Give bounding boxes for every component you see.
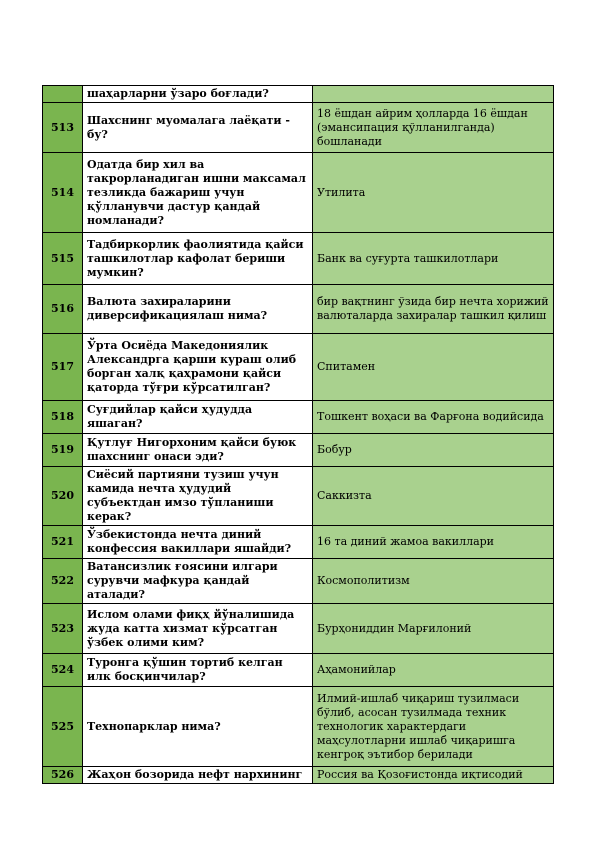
qa-table-body [43,86,554,784]
row-question: Туронга қўшин тортиб келган илк босқинчилар? [83,654,313,687]
table-row [43,401,554,434]
row-answer: 16 та диний жамоа вакиллари [313,526,554,559]
row-answer: Космополитизм [313,559,554,604]
row-answer: Илмий-ишлаб чиқариш тузилмаси бўлиб, асосан тузилмада техник технологик характердаги маҳсулотларни ишлаб чиқаришга кенгроқ эътибор берилади [313,687,554,767]
table-row [43,604,554,654]
table-row [43,687,554,767]
row-answer: Бобур [313,434,554,467]
row-number: 525 [43,687,83,767]
row-question: Жаҳон бозорида нефт нархининг [83,767,313,784]
row-question: Шахснинг муомалага лаёқати - бу? [83,103,313,153]
qa-table [42,85,554,784]
row-question: Ўзбекистонда нечта диний конфессия вакиллари яшайди? [83,526,313,559]
table-row [43,285,554,334]
row-number: 516 [43,285,83,334]
table-row [43,434,554,467]
row-number: 514 [43,153,83,233]
row-number: 518 [43,401,83,434]
row-answer [313,86,554,103]
table-row [43,86,554,103]
row-number: 523 [43,604,83,654]
row-number: 515 [43,233,83,285]
row-question: Одатда бир хил ва такрорланадиган ишни максамал тезликда бажариш учун қўлланувчи дастур қандай номланади? [83,153,313,233]
row-question: Ватансизлик ғоясини илгари сурувчи мафкура қандай аталади? [83,559,313,604]
row-number: 519 [43,434,83,467]
row-answer: бир вақтнинг ўзида бир нечта хорижий валюталарда захиралар ташкил қилиш [313,285,554,334]
row-number: 517 [43,334,83,401]
table-row [43,467,554,526]
row-number: 513 [43,103,83,153]
row-answer: Россия ва Қозоғистонда иқтисодий [313,767,554,784]
row-number: 522 [43,559,83,604]
table-row [43,153,554,233]
table-row [43,559,554,604]
table-row [43,233,554,285]
row-answer: 18 ёшдан айрим ҳолларда 16 ёшдан (эмансипация қўлланилганда) бошланади [313,103,554,153]
row-question: Технопарклар нима? [83,687,313,767]
row-question: Сиёсий партияни тузиш учун камида нечта ҳудудий субъектдан имзо тўпланиши керак? [83,467,313,526]
table-row [43,526,554,559]
row-number: 524 [43,654,83,687]
row-question: Ўрта Осиёда Македониялик Александрга қарши кураш олиб борган халқ қаҳрамони қайси қаторда тўғри кўрсатилган? [83,334,313,401]
row-question: шаҳарларни ўзаро боғлади? [83,86,313,103]
table-row [43,767,554,784]
row-answer: Саккизта [313,467,554,526]
row-question: Тадбиркорлик фаолиятида қайси ташкилотлар кафолат бериши мумкин? [83,233,313,285]
row-question: Қутлуғ Нигорхоним қайси буюк шахснинг онаси эди? [83,434,313,467]
row-number: 526 [43,767,83,784]
table-row [43,103,554,153]
row-number: 520 [43,467,83,526]
row-answer: Банк ва суғурта ташкилотлари [313,233,554,285]
row-question: Ислом олами фиқҳ йўналишида жуда катта хизмат кўрсатган ўзбек олими ким? [83,604,313,654]
table-row [43,334,554,401]
table-row [43,654,554,687]
row-question: Суғдийлар қайси ҳудудда яшаган? [83,401,313,434]
row-question: Валюта захираларини диверсификациялаш нима? [83,285,313,334]
row-number: 521 [43,526,83,559]
row-answer: Утилита [313,153,554,233]
row-answer: Бурҳониддин Марғилоний [313,604,554,654]
row-answer: Спитамен [313,334,554,401]
row-number [43,86,83,103]
row-answer: Тошкент воҳаси ва Фарғона водийсида [313,401,554,434]
row-answer: Аҳамонийлар [313,654,554,687]
